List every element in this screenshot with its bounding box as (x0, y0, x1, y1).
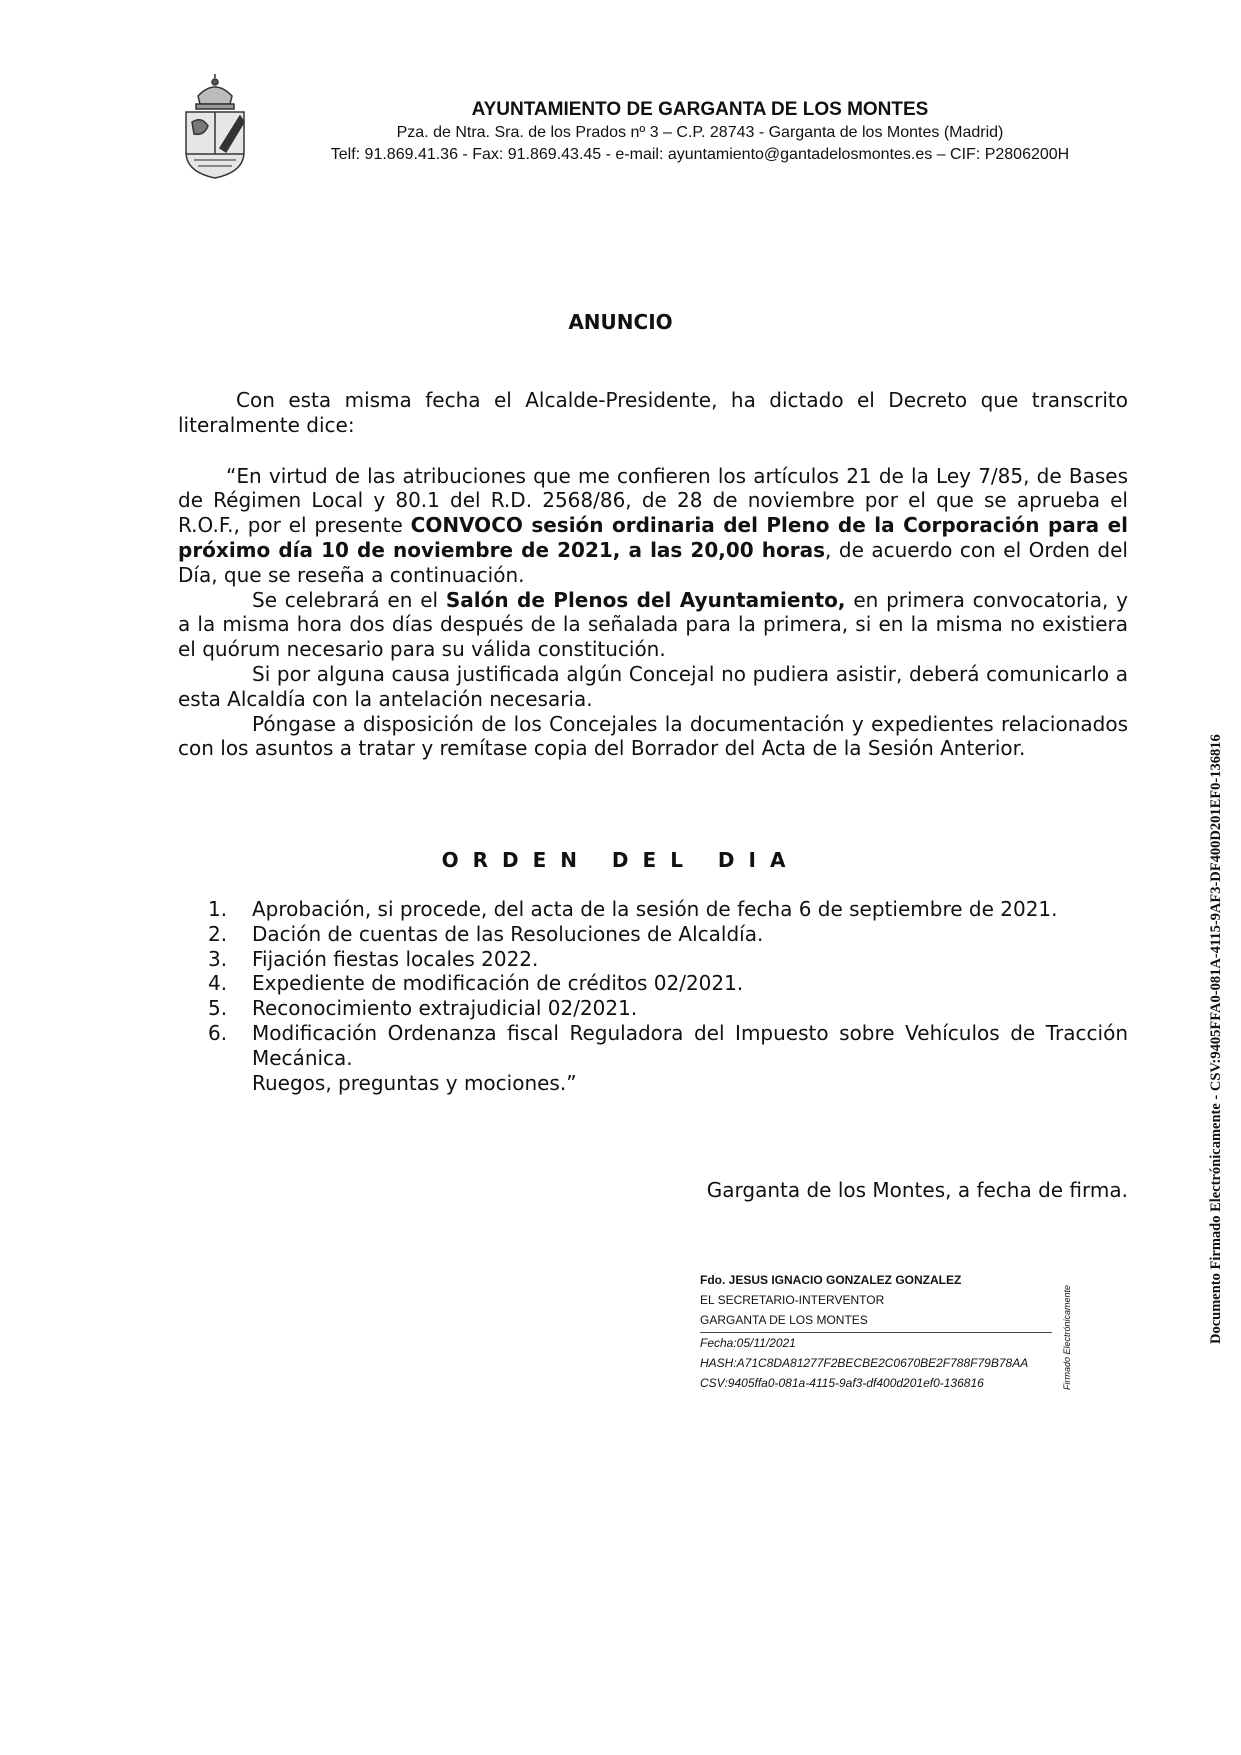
agenda-item-number: 1. (208, 897, 228, 921)
decree-paragraph-3: Si por alguna causa justificada algún Concejal no pudiera asistir, deberá comunicarlo a esta Alcaldía con la antelación necesaria. (178, 661, 1128, 711)
signer-role: EL SECRETARIO-INTERVENTOR (700, 1293, 885, 1307)
agenda-item (208, 1021, 1128, 1071)
signature-block (700, 1270, 1052, 1393)
agenda-item-text: Expediente de modificación de créditos 02/2021. (252, 971, 744, 996)
document-title: ANUNCIO (568, 310, 673, 334)
agenda-title: ORDEN DEL DIA (441, 848, 800, 872)
decree-paragraph-4: Póngase a disposición de los Concejales la documentación y expedientes relacionados con los asuntos a tratar y remítase copia del Borrador del Acta de la Sesión Anterior. (178, 711, 1128, 761)
agenda-item (208, 897, 1128, 922)
agenda-item-text: Aprobación, si procede, del acta de la sesión de fecha 6 de septiembre de 2021. (252, 897, 1058, 921)
venue-text: Se celebrará en el (252, 587, 446, 612)
agenda-item-text: Fijación fiestas locales 2022. (252, 946, 539, 971)
org-name: AYUNTAMIENTO DE GARGANTA DE LOS MONTES (471, 99, 929, 120)
agenda-item-text: Dación de cuentas de las Resoluciones de Alcaldía. (252, 921, 764, 946)
signer-name: Fdo. JESUS IGNACIO GONZALEZ GONZALEZ (700, 1273, 962, 1287)
signature-csv: CSV:9405ffa0-081a-4115-9af3-df400d201ef0-136816 (700, 1376, 984, 1390)
document-body (178, 388, 1128, 761)
agenda-list (208, 897, 1128, 1095)
agenda-item (208, 947, 1128, 972)
venue-name: Salón de Plenos del Ayuntamiento, (445, 587, 846, 612)
place-and-date: Garganta de los Montes, a fecha de firma. (706, 1178, 1128, 1202)
decree-convocation: CONVOCO sesión ordinaria del Pleno de la Corporación para el próximo día 10 de noviembre de 2021, a las 20,00 horas (178, 513, 1129, 562)
signature-date: Fecha:05/11/2021 (700, 1336, 796, 1350)
venue-text-end: en primera convocatoria, y a la misma hora dos días después de la señalada para la primera, si en la misma no existiera el quórum necesario para su válida constitución. (178, 587, 1128, 662)
signature-stamp-text: Firmado Electrónicamente (1062, 1284, 1072, 1390)
agenda-closing (208, 1071, 1128, 1096)
agenda-item-number: 3. (208, 946, 228, 971)
side-csv-text: Documento Firmado Electrónicamente - CSV:9405FFA0-081A-4115-9AF3-DF400D201EF0-136816 (1208, 734, 1224, 1344)
decree-text: “En virtud de las atribuciones que me confieren los artículos 21 de la Ley 7/85, de Bases de Régimen Local y 80.1 del R.D. 2568/86, de 28 de noviembre por el que se aprueba el R.O.F., por el presente (178, 463, 1128, 538)
decree-paragraph-1 (178, 464, 1128, 588)
signer-entity: GARGANTA DE LOS MONTES (700, 1313, 868, 1327)
intro-paragraph: Con esta misma fecha el Alcalde-Presidente, ha dictado el Decreto que transcrito literalmente dice: (178, 388, 1128, 437)
org-address: Pza. de Ntra. Sra. de los Prados nº 3 – C.P. 28743 - Garganta de los Montes (Madrid) (396, 124, 1004, 141)
agenda-item-number: 4. (208, 971, 228, 996)
agenda-item-number: 6. (208, 1020, 228, 1045)
agenda-item-text: Modificación Ordenanza fiscal Reguladora del Impuesto sobre Vehículos de Tracción Mecánica. (252, 1020, 1128, 1070)
agenda-item (208, 922, 1128, 947)
signature-hash: HASH:A71C8DA81277F2BECBE2C0670BE2F788F79B78AA (700, 1356, 1029, 1370)
org-contact: Telf: 91.869.41.36 - Fax: 91.869.43.45 - e-mail: ayuntamiento@gantadelosmontes.es – CIF: P2806200H (330, 146, 1070, 163)
decree-paragraph-2 (178, 588, 1128, 662)
agenda-item-text: Reconocimiento extrajudicial 02/2021. (252, 996, 638, 1021)
agenda-closing-text: Ruegos, preguntas y mociones.” (252, 1070, 577, 1095)
agenda-item-number: 2. (208, 921, 228, 946)
agenda-item (208, 971, 1128, 996)
agenda-item (208, 996, 1128, 1021)
letterhead (285, 98, 1115, 166)
coat-of-arms-icon (180, 74, 250, 180)
decree-text-end: , de acuerdo con el Orden del Día, que se reseña a continuación. (178, 537, 1128, 587)
agenda-item-number: 5. (208, 996, 228, 1021)
